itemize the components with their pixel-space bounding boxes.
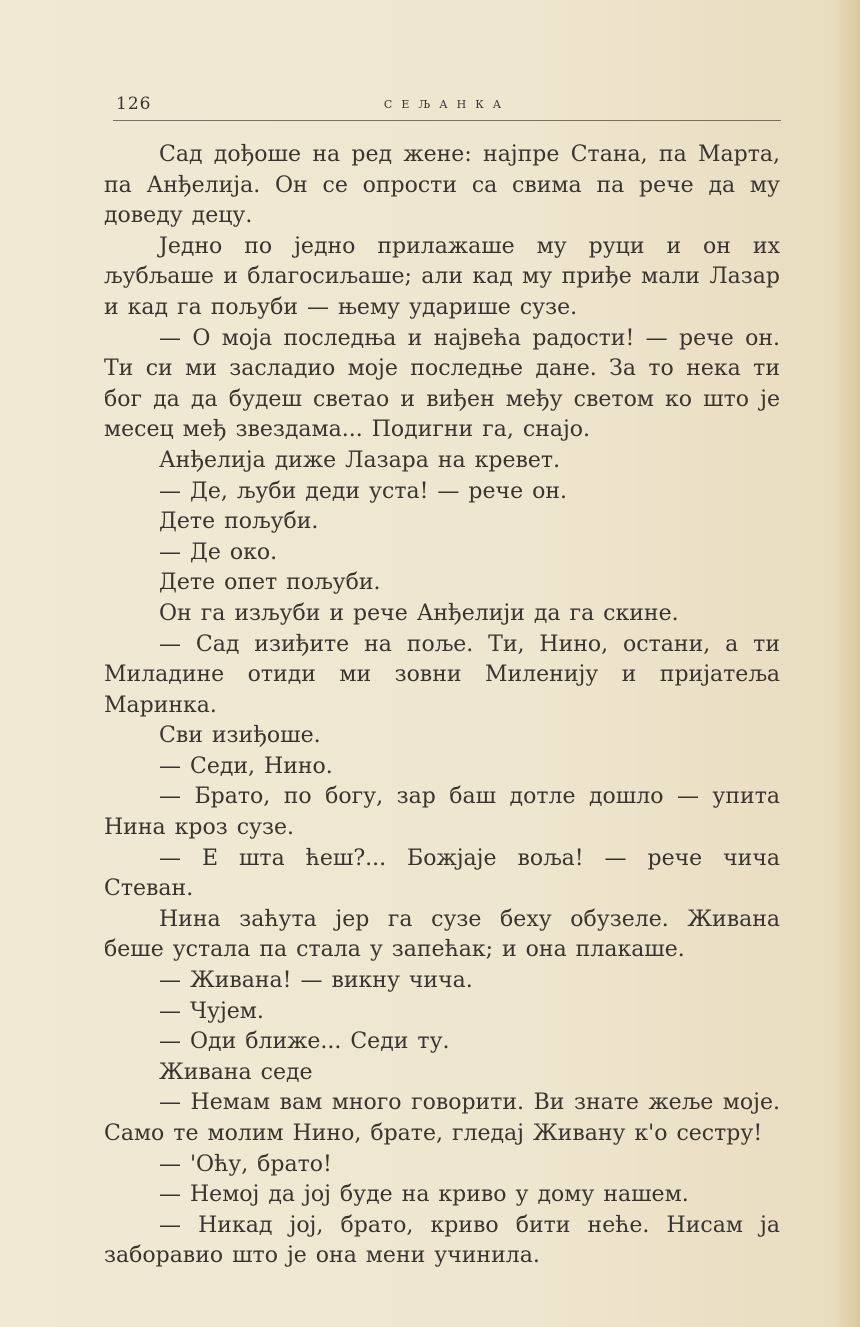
paragraph: — Де око. — [159, 539, 278, 565]
paragraph: — Седи, Нино. — [159, 753, 333, 779]
paragraph: Он га изљуби и рече Анђелији да га скине. — [159, 600, 679, 626]
page-number: 126 — [116, 94, 152, 114]
paragraph: — Немој да јој буде на криво у дому нашем. — [159, 1182, 689, 1208]
paragraph: — Де, љуби деди уста! — рече он. — [159, 478, 567, 504]
paragraph: — Сад изиђите на поље. Ти, Нино, остани, а ти Миладине отиди ми зовни Миленију и пријатеља Маринка. — [104, 631, 780, 718]
paragraph: — Живана! — викну чича. — [159, 968, 473, 994]
paragraph: Анђелија диже Лазара на кревет. — [159, 447, 561, 473]
page-header — [113, 94, 781, 121]
paragraph: Живана седе — [159, 1059, 313, 1085]
paragraph: Нина заћута јер га сузе беху обузеле. Живана беше устала па стала у запећак; и она плакаше. — [104, 906, 780, 963]
paragraph: — О моја последња и највећа радости! — рече он. Ти си ми засладио моје последње дане. За то нека ти бог да да будеш светао и виђен међу светом ко што је месец међ звездама... Подигни га, снајо. — [104, 325, 780, 443]
paragraph: — Немам вам много говорити. Ви знате жеље моје. Само те молим Нино, брате, гледај Живану к'о сестру! — [104, 1090, 780, 1146]
paragraph: — Никад јој, брато, криво бити неће. Нисам ја заборавио што је она мени учинила. — [104, 1212, 780, 1269]
body-text — [104, 140, 780, 1272]
paragraph: Сви изиђоше. — [159, 723, 321, 749]
paragraph: Једно по једно прилажаше му руци и он их љубљаше и благосиљаше; али кад му приђе мали Лазар и кад га пољуби — њему ударише сузе. — [104, 233, 780, 320]
paragraph: — Оди ближе... Седи ту. — [159, 1029, 450, 1055]
paragraph: — 'Оћу, брато! — [159, 1151, 332, 1177]
paragraph: — Брато, по богу, зар баш дотле дошло — упита Нина кроз сузе. — [104, 784, 780, 841]
paragraph: Дете пољуби. — [159, 509, 319, 535]
running-title: СЕЉАНКА — [383, 98, 511, 111]
paragraph: Дете опет пољуби. — [159, 570, 381, 596]
paragraph: Сад дођоше на ред жене: најпре Стана, па Марта, па Анђелија. Он се опрости са свима па рече да му доведу децу. — [104, 142, 780, 229]
paragraph: — Е шта ћеш?... Божјаје воља! — рече чича Стеван. — [104, 845, 780, 902]
paragraph: — Чујем. — [159, 998, 264, 1024]
